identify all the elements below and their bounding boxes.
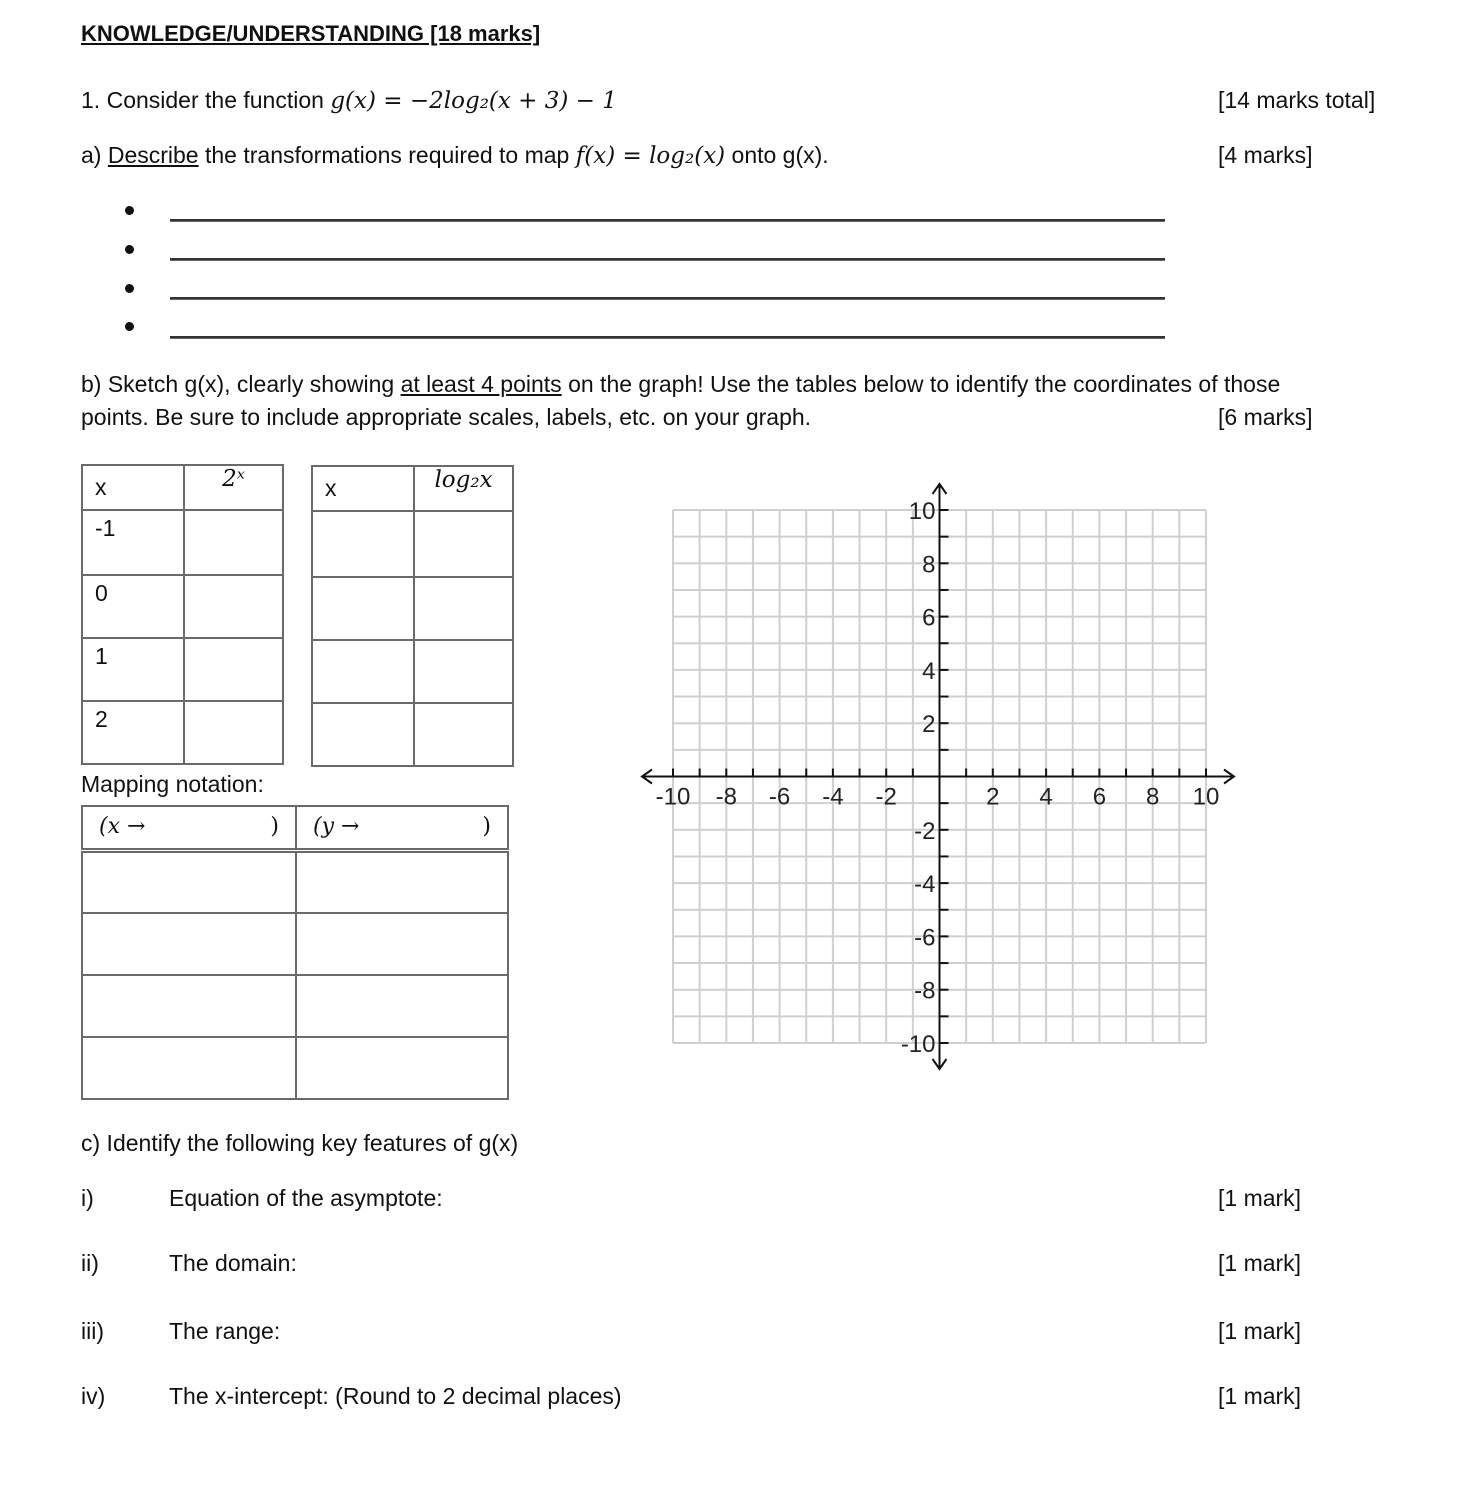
mapping-cell-x[interactable] [82, 975, 296, 1037]
part-a-prompt [81, 141, 829, 170]
table-row [312, 640, 513, 703]
part-b-text-end: on the graph! Use the tables below to identify the coordinates of those [568, 371, 1281, 397]
item-marks: [1 mark] [1218, 1250, 1302, 1276]
y-tick-label: -10 [900, 1031, 936, 1058]
table-cell-x[interactable] [312, 703, 414, 766]
question-number: 1. [81, 87, 101, 113]
mapping-header-y: (y → ) [296, 806, 508, 850]
table-header-x: x [82, 465, 184, 510]
table-cell-value[interactable] [184, 510, 283, 575]
x-tick-label: 10 [1192, 783, 1220, 811]
mapping-cell-x[interactable] [82, 850, 296, 913]
y-tick-label: 8 [922, 551, 936, 579]
x-tick-label: -10 [655, 783, 691, 811]
table-row [82, 701, 283, 764]
bullet-icon [125, 245, 134, 254]
x-tick-label: 2 [986, 783, 1000, 811]
asymptote-prompt: Equation of the asymptote: [169, 1185, 443, 1211]
range-prompt: The range: [169, 1318, 281, 1344]
coordinate-grid[interactable] [630, 470, 1250, 1080]
x-tick-label: -8 [715, 783, 737, 811]
item-numeral: i) [81, 1185, 94, 1211]
table-cell-x: -1 [82, 510, 184, 575]
question-1-stem [81, 86, 617, 115]
table-cell-x[interactable] [312, 577, 414, 640]
x-tick-label: 4 [1039, 783, 1053, 811]
table-row [82, 975, 508, 1037]
domain-prompt: The domain: [169, 1250, 297, 1276]
y-tick-label: 2 [922, 711, 936, 739]
y-tick-label: -4 [914, 871, 936, 899]
x-tick-label: -4 [822, 783, 844, 811]
y-tick-label: -6 [914, 924, 936, 952]
table-row [82, 638, 283, 701]
table-cell-x: 2 [82, 701, 184, 764]
table-row [82, 913, 508, 975]
parent-function-expression: f(x) = log₂(x) [575, 143, 726, 169]
x-tick-label: 8 [1146, 783, 1160, 811]
table-cell-value[interactable] [184, 575, 283, 638]
table-row [82, 850, 508, 913]
logarithm-table [311, 465, 514, 767]
table-header-log2x: log₂x [414, 466, 513, 511]
x-intercept-prompt: The x-intercept: (Round to 2 decimal places) [169, 1383, 622, 1409]
table-cell-x[interactable] [312, 640, 414, 703]
table-cell-value[interactable] [184, 638, 283, 701]
question-1-marks: [14 marks total] [1218, 87, 1376, 113]
table-cell-value[interactable] [414, 511, 513, 577]
table-row [82, 575, 283, 638]
section-title: KNOWLEDGE/UNDERSTANDING [18 marks] [81, 21, 541, 46]
mapping-notation-label: Mapping notation: [81, 771, 264, 797]
table-header-2x: 2ˣ [184, 465, 283, 510]
part-b-line-1 [81, 370, 1280, 398]
part-a-marks: [4 marks] [1218, 142, 1313, 168]
question-stem-text: Consider the function [106, 87, 324, 113]
function-expression: g(x) = −2log₂(x + 3) − 1 [330, 88, 617, 114]
item-marks: [1 mark] [1218, 1185, 1302, 1211]
mapping-cell-y[interactable] [296, 975, 508, 1037]
y-tick-label: 6 [922, 604, 936, 632]
table-cell-x: 1 [82, 638, 184, 701]
part-b-text: b) Sketch g(x), clearly showing [81, 371, 395, 397]
answer-line-4[interactable] [170, 336, 1165, 339]
part-b-emphasis: at least 4 points [400, 371, 562, 397]
x-tick-label: 6 [1092, 783, 1107, 811]
table-row [312, 703, 513, 766]
bullet-icon [125, 206, 134, 215]
table-row [312, 577, 513, 640]
item-marks: [1 mark] [1218, 1383, 1302, 1409]
table-cell-value[interactable] [414, 640, 513, 703]
part-a-text: the transformations required to map [205, 142, 570, 168]
answer-line-2[interactable] [170, 258, 1165, 261]
y-tick-label: 4 [922, 657, 936, 685]
exponential-table [81, 464, 284, 765]
item-marks: [1 mark] [1218, 1318, 1302, 1344]
part-a-text-end: onto g(x). [731, 142, 829, 168]
y-tick-label: 10 [908, 498, 936, 525]
x-tick-label: -6 [768, 783, 791, 811]
table-cell-x[interactable] [312, 511, 414, 577]
item-numeral: iii) [81, 1318, 104, 1344]
part-a-label: a) [81, 142, 102, 168]
mapping-cell-y[interactable] [296, 850, 508, 913]
table-header-x: x [312, 466, 414, 511]
describe-keyword: Describe [107, 142, 199, 168]
answer-line-3[interactable] [170, 297, 1165, 300]
mapping-header-x: (x → ) [82, 806, 296, 850]
table-cell-value[interactable] [184, 701, 283, 764]
table-row [82, 510, 283, 575]
mapping-cell-x[interactable] [82, 1037, 296, 1099]
mapping-cell-y[interactable] [296, 913, 508, 975]
part-b-marks: [6 marks] [1218, 404, 1313, 430]
table-row [82, 1037, 508, 1099]
table-cell-x: 0 [82, 575, 184, 638]
mapping-cell-x[interactable] [82, 913, 296, 975]
mapping-table [81, 805, 509, 1100]
x-tick-label: -2 [875, 783, 897, 811]
bullet-icon [125, 322, 134, 331]
y-tick-label: -8 [914, 977, 936, 1005]
part-b-line-2: points. Be sure to include appropriate scales, labels, etc. on your graph. [81, 404, 812, 430]
item-numeral: iv) [81, 1383, 106, 1409]
y-tick-label: -2 [914, 817, 936, 845]
bullet-icon [125, 284, 134, 293]
part-c-heading: c) Identify the following key features of g(x) [81, 1130, 519, 1156]
table-cell-value[interactable] [414, 577, 513, 640]
table-cell-value[interactable] [414, 703, 513, 766]
table-row [312, 511, 513, 577]
mapping-cell-y[interactable] [296, 1037, 508, 1099]
item-numeral: ii) [81, 1250, 99, 1276]
answer-line-1[interactable] [170, 219, 1165, 222]
